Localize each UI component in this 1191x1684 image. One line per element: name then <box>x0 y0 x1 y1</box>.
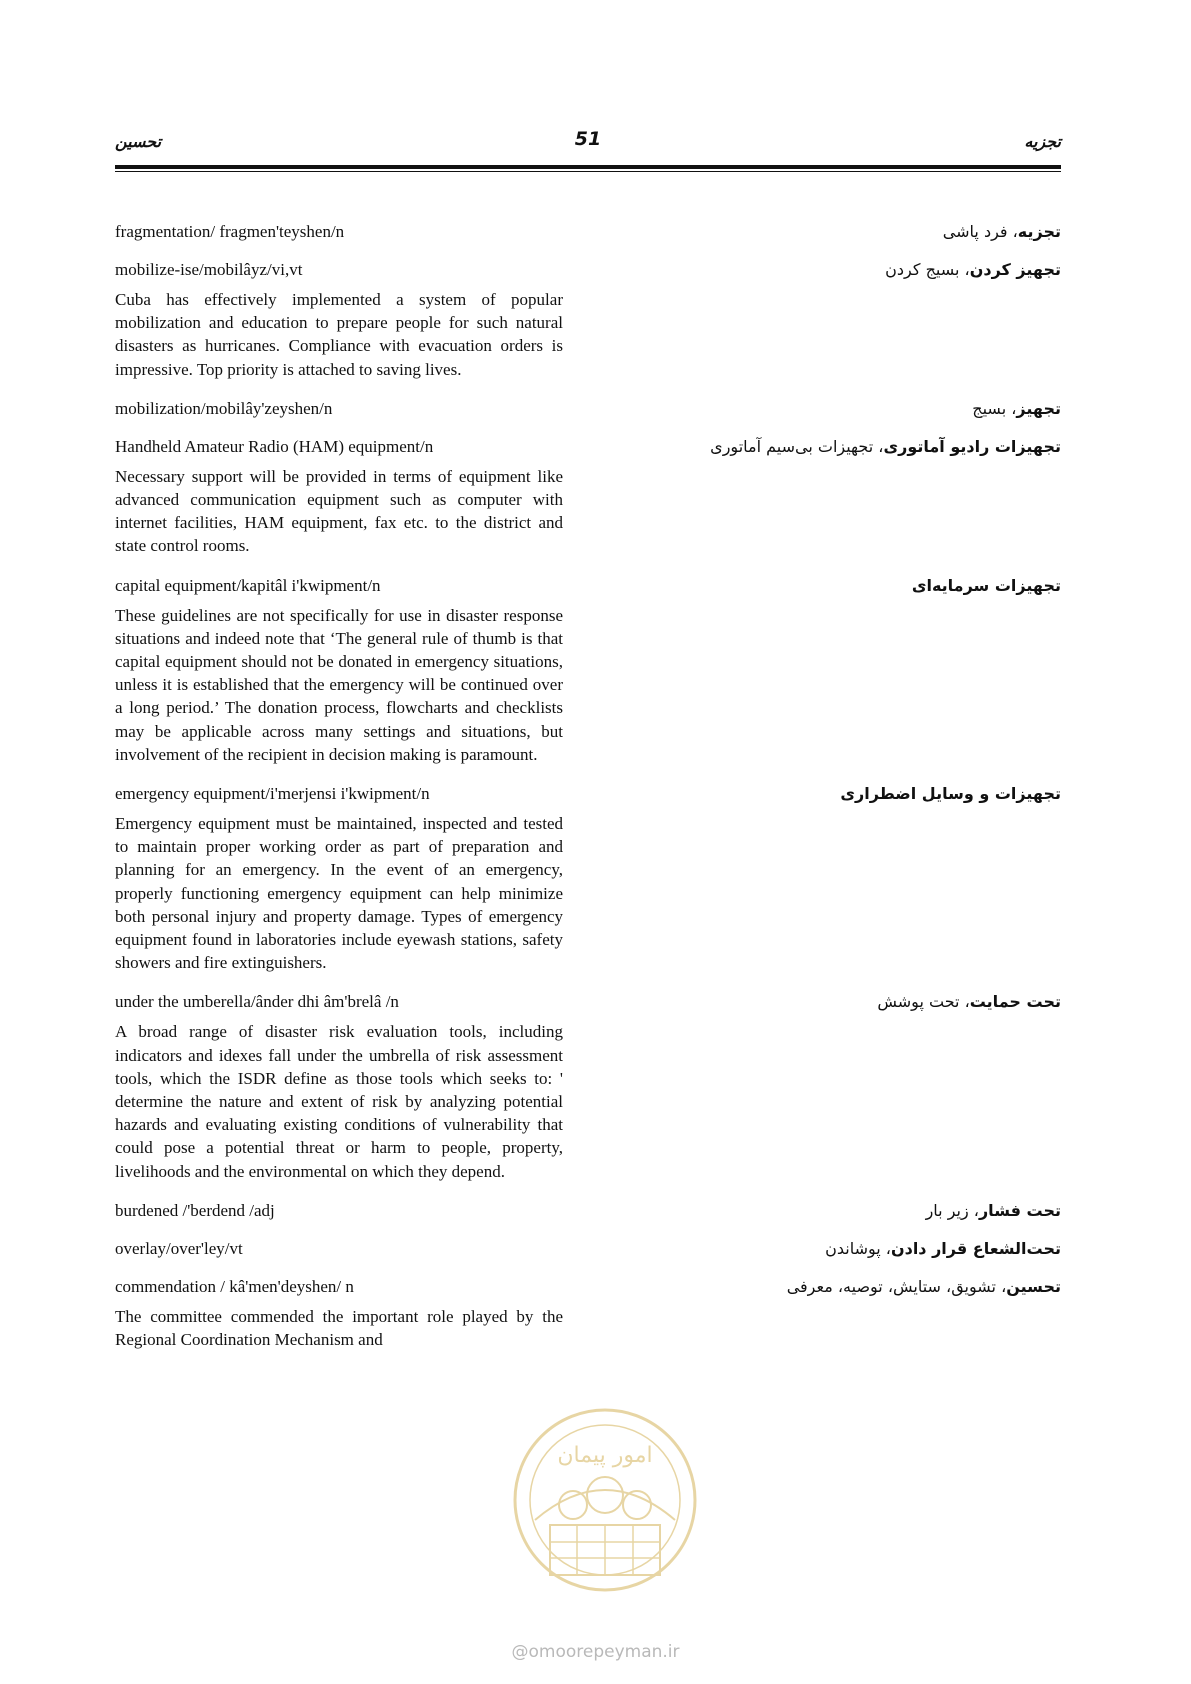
glossary-entries <box>115 222 1061 1369</box>
entry-term: under the umberella/ânder dhi âm'brelâ /n <box>115 992 399 1012</box>
entry-persian <box>621 1277 1061 1297</box>
watermark-logo-icon <box>495 1400 715 1600</box>
entry-english <box>115 576 563 766</box>
persian-headword: تحت حمایت <box>969 992 1061 1012</box>
page-number: 51 <box>574 128 602 150</box>
persian-headword: تجزیه <box>1017 222 1061 241</box>
entry-example: The committee commended the important role played by the Regional Coordination Mechanism and <box>115 1306 563 1350</box>
entry-example: Necessary support will be provided in terms of equipment like advanced communication equipment such as computer with internet facilities, HAM equipment, fax etc. to the district and state control rooms. <box>115 466 563 556</box>
glossary-entry <box>115 992 1061 1182</box>
running-header <box>115 128 1061 158</box>
glossary-entry <box>115 784 1061 974</box>
entry-persian <box>621 992 1061 1012</box>
entry-example: Emergency equipment must be maintained, inspected and tested to maintain proper working order as part of preparation and planning for an emergency. In the event of an emergency, properly functioning emergency equipment can help minimize both personal injury and property damage. Types of emergency equipment found in laboratories include eyewash stations, safety showers and fire extinguishers. <box>115 814 563 973</box>
header-rule-thin <box>115 171 1061 172</box>
persian-headword: تجهیزات سرمایه‌ای <box>911 575 1061 595</box>
persian-headword: تحسین <box>1006 1276 1061 1296</box>
persian-gloss: ، زیر بار <box>925 1200 979 1220</box>
entry-term: fragmentation/ fragmen'teyshen/n <box>115 222 345 241</box>
entry-english <box>115 399 563 419</box>
persian-gloss: ، تشویق، ستایش، توصیه، معرفی <box>786 1276 1007 1296</box>
entry-term: mobilization/mobilây'zeyshen/n <box>115 398 333 418</box>
persian-gloss: ، فرد پاشی <box>942 222 1018 241</box>
persian-gloss: ، تجهیزات بی‌سیم آماتوری <box>710 436 884 456</box>
entry-english <box>115 1277 563 1351</box>
glossary-entry <box>115 576 1061 766</box>
persian-gloss: ، تحت پوشش <box>877 992 970 1012</box>
glossary-entry <box>115 1201 1061 1221</box>
entry-persian <box>621 399 1061 419</box>
entry-persian <box>621 222 1061 242</box>
glossary-entry <box>115 222 1061 242</box>
svg-text:امور پیمان: امور پیمان <box>557 1443 653 1468</box>
entry-term: commendation / kâ'men'deyshen/ n <box>115 1276 354 1296</box>
entry-persian <box>621 784 1061 804</box>
persian-headword: تحت‌الشعاع قرار دادن <box>890 1238 1061 1258</box>
entry-example: A broad range of disaster risk evaluation tools, including indicators and idexes fall under the umbrella of risk assessment tools, which the ISDR define as those tools which seeks to: ' determine the nature and extent of risk by analyzing potential hazards and evaluating existing conditions of vulnerability that could pose a potential threat or harm to people, property, livelihoods and the environmental on which they depend. <box>115 1022 563 1181</box>
entry-example: Cuba has effectively implemented a system of popular mobilization and education to prepare people for such natural disasters as hurricanes. Compliance with evacuation orders is impressive. Top priority is attached to saving lives. <box>115 290 563 379</box>
glossary-entry <box>115 1239 1061 1259</box>
entry-english <box>115 437 563 558</box>
entry-persian <box>621 1239 1061 1259</box>
persian-gloss: ، بسیج کردن <box>885 260 970 279</box>
persian-headword: تحت فشار <box>978 1200 1061 1220</box>
persian-headword: تجهیزات و وسایل اضطراری <box>840 784 1061 804</box>
persian-gloss: ، پوشاندن <box>825 1238 891 1258</box>
header-right-term: تجزیه <box>1024 132 1061 151</box>
entry-english <box>115 784 563 974</box>
entry-persian <box>621 260 1061 280</box>
entry-persian <box>621 1201 1061 1221</box>
entry-term: burdened /'berdend /adj <box>115 1200 275 1220</box>
persian-headword: تجهیز کردن <box>969 260 1061 279</box>
persian-headword: تجهیز <box>1016 398 1061 418</box>
glossary-entry <box>115 399 1061 419</box>
entry-persian <box>621 437 1061 457</box>
entry-english <box>115 1201 563 1221</box>
entry-term: emergency equipment/i'merjensi i'kwipment/n <box>115 784 430 804</box>
entry-term: overlay/over'ley/vt <box>115 1238 243 1258</box>
entry-english <box>115 992 563 1182</box>
entry-term: mobilize-ise/mobilâyz/vi,vt <box>115 260 303 279</box>
entry-english <box>115 222 563 242</box>
glossary-entry <box>115 260 1061 381</box>
entry-persian <box>621 576 1061 596</box>
persian-gloss: ، بسیج <box>972 398 1017 418</box>
entry-term: capital equipment/kapitâl i'kwipment/n <box>115 575 381 595</box>
entry-english <box>115 260 563 381</box>
header-left-term: تحسین <box>115 132 162 151</box>
entry-term: Handheld Amateur Radio (HAM) equipment/n <box>115 436 434 456</box>
glossary-entry <box>115 437 1061 558</box>
entry-english <box>115 1239 563 1259</box>
entry-example: These guidelines are not specifically for use in disaster response situations and indeed note that ‘The general rule of thumb is that capital equipment should not be donated in emergency situations, unless it is established that the emergency will be continued over a long period.’ The donation process, flowcharts and checklists may be applicable across many settings and situations, but involvement of the recipient in decision making is paramount. <box>115 605 563 764</box>
header-rule-thick <box>115 165 1061 169</box>
persian-headword: تجهیزات رادیو آماتوری <box>883 436 1061 456</box>
glossary-entry <box>115 1277 1061 1351</box>
watermark-text: @omoorepeyman.ir <box>511 1642 680 1662</box>
